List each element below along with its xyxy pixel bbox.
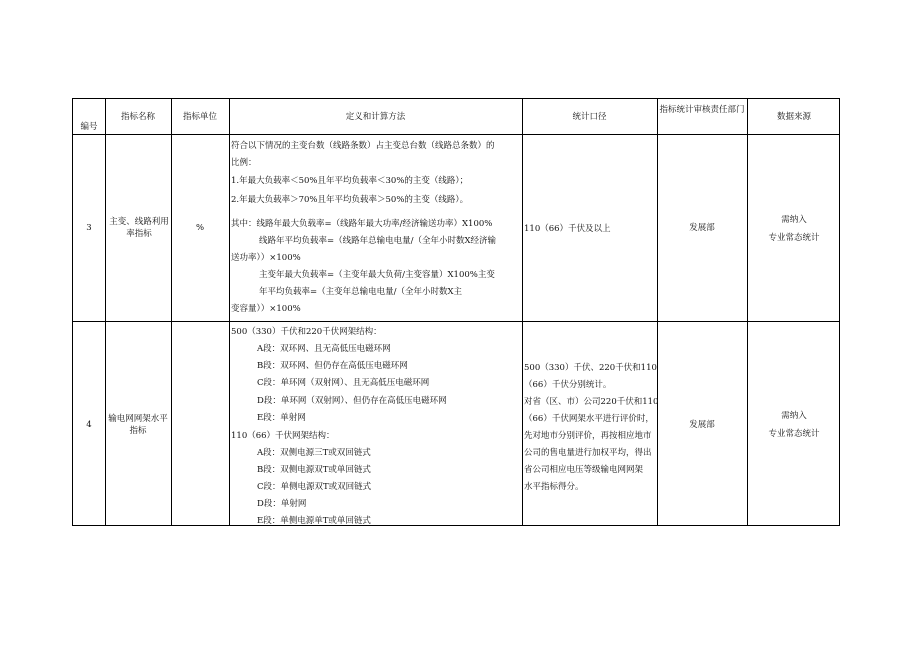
- header-divider: [73, 134, 839, 135]
- row4-scope-line: 水平指标得分。: [524, 482, 584, 492]
- row4-def-line: C段：单侧电源双T或双回链式: [257, 482, 372, 492]
- row4-source-1: 需纳入: [781, 411, 807, 421]
- col-divider: [171, 99, 172, 525]
- col-divider: [229, 99, 230, 525]
- row4-def-line: D段：单射网: [257, 499, 307, 509]
- row4-scope-line: 先对地市分别评价，再按相应地市: [524, 431, 652, 441]
- row4-scope-line: 500（330）千伏、220千伏和110: [524, 363, 657, 373]
- row3-def-line: 线路年平均负载率=（线路年总输电电量/（全年小时数X经济输: [259, 236, 497, 246]
- row3-source-2: 专业常态统计: [768, 233, 820, 243]
- row4-dept: 发展部: [689, 420, 715, 430]
- row4-scope-line: （66）千伏网架水平进行评价时，: [524, 414, 654, 424]
- header-definition: 定义和计算方法: [345, 112, 406, 122]
- col-divider: [522, 99, 523, 525]
- row3-def-line: 主变年最大负载率=（主变年最大负荷/主变容量）X100%主变: [259, 270, 495, 280]
- row3-def-line: 2.年最大负载率＞70%且年平均负载率＞50%的主变（线路）。: [231, 195, 469, 205]
- row3-def-line: 比例：: [231, 158, 257, 168]
- row3-def-line: 送功率））×100%: [231, 253, 301, 263]
- row4-def-line: A段：双侧电源三T或双回链式: [257, 448, 371, 458]
- row4-def-line: 500（330）千伏和220千伏网架结构：: [231, 327, 382, 337]
- row4-def-line: E段：单侧电源单T或单回链式: [257, 516, 371, 526]
- header-source: 数据来源: [776, 112, 811, 122]
- row4-def-line: B段：双侧电源双T或单回链式: [257, 465, 371, 475]
- row3-no: 3: [86, 223, 92, 233]
- row4-def-line: B段：双环网、但仍存在高低压电磁环网: [257, 361, 408, 371]
- row3-def-line: 其中：线路年最大负载率=（线路年最大功率/经济输送功率）X100%: [231, 219, 493, 229]
- col-divider: [657, 99, 658, 525]
- row3-def-line: 变容量））×100%: [231, 304, 301, 314]
- row4-scope-line: 公司的售电量进行加权平均，得出: [524, 448, 652, 458]
- row3-source-1: 需纳入: [781, 215, 807, 225]
- indicator-table: [72, 98, 840, 526]
- row4-source-2: 专业常态统计: [768, 429, 820, 439]
- row4-scope-line: 省公司相应电压等级输电网网架: [524, 465, 644, 475]
- row-divider: [73, 321, 839, 322]
- col-divider: [105, 99, 106, 525]
- header-dept: 指标统计审核责任部门: [659, 105, 745, 115]
- row4-name: 输电网网架水平指标: [108, 414, 168, 436]
- row4-no: 4: [86, 420, 92, 430]
- row4-def-line: C段：单环网（双射网）、且无高低压电磁环网: [257, 378, 430, 388]
- row3-def-line: 符合以下情况的主变台数（线路条数）占主变总台数（线路总条数）的: [231, 141, 495, 151]
- header-unit: 指标单位: [182, 112, 217, 122]
- row4-def-line: 110（66）千伏网架结构：: [231, 431, 335, 441]
- row4-def-line: D段：单环网（双射网）、但仍存在高低压电磁环网: [257, 396, 447, 406]
- row3-scope: 110（66）千伏及以上: [524, 224, 611, 234]
- row3-name: 主变、线路利用率指标: [109, 217, 169, 239]
- row4-def-line: A段：双环网、且无高低压电磁环网: [257, 344, 391, 354]
- row4-def-line: E段：单射网: [257, 413, 306, 423]
- row3-unit: %: [195, 223, 205, 233]
- header-scope: 统计口径: [572, 112, 607, 122]
- header-name: 指标名称: [120, 112, 155, 122]
- row3-def-line: 1.年最大负载率＜50%且年平均负载率＜30%的主变（线路）；: [231, 176, 469, 186]
- row3-dept: 发展部: [689, 223, 715, 233]
- header-no: 编号: [80, 122, 98, 132]
- row4-scope-line: 对省（区、市）公司220千伏和110: [524, 397, 659, 407]
- col-divider: [747, 99, 748, 525]
- row3-def-line: 年平均负载率=（主变年总输电电量/（全年小时数X主: [259, 287, 463, 297]
- row4-scope-line: （66）千伏分别统计。: [524, 380, 612, 390]
